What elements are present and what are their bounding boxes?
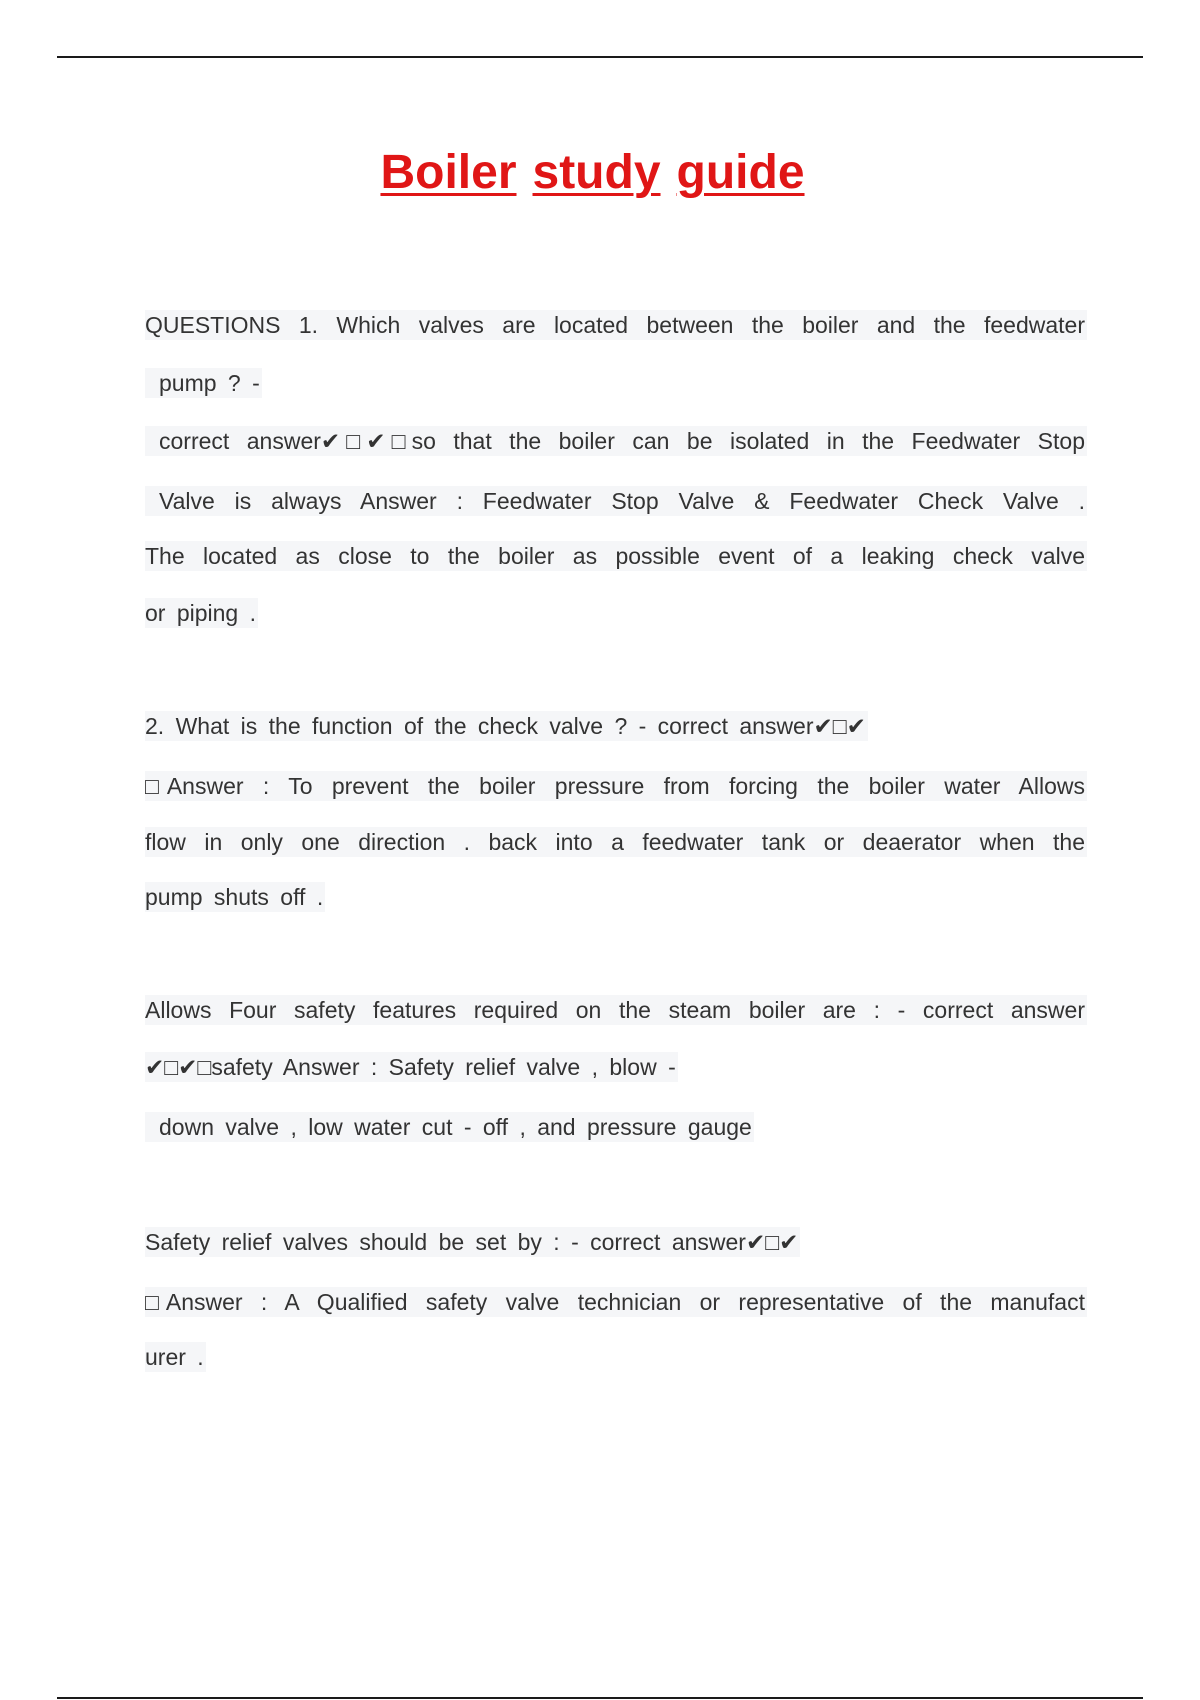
bottom-rule (57, 1697, 1143, 1699)
text-line-5: The located as close to the boiler as possible event of a leaking check valve (145, 543, 1085, 569)
text-line-10: pump shuts off . (145, 884, 324, 910)
title-word-2: study (532, 146, 661, 199)
title-word-1: Boiler (380, 146, 517, 199)
text-line-11: Allows Four safety features required on the steam boiler are : - correct answer (145, 997, 1085, 1023)
text-line-7: 2. What is the function of the check valve ? - correct answer✔□✔ (145, 713, 866, 739)
text-line-16: urer . (145, 1344, 204, 1370)
text-line-14: Safety relief valves should be set by : - correct answer✔□✔ (145, 1229, 799, 1255)
text-line-4: Valve is always Answer : Feedwater Stop Valve & Feedwater Check Valve . (145, 486, 1087, 516)
top-rule (57, 56, 1143, 58)
text-line-3: correct answer✔□✔□so that the boiler can be isolated in the Feedwater Stop (145, 426, 1087, 456)
text-line-12: ✔□✔□safety Answer : Safety relief valve , blow - (145, 1054, 676, 1080)
text-line-1: QUESTIONS 1. Which valves are located between the boiler and the feedwater (145, 312, 1085, 338)
text-line-6: or piping . (145, 600, 257, 626)
text-line-8: □Answer : To prevent the boiler pressure from forcing the boiler water Allows (145, 773, 1085, 799)
text-line-9: flow in only one direction . back into a feedwater tank or deaerator when the (145, 829, 1085, 855)
title-word-3: guide (676, 146, 805, 199)
text-line-15: □Answer : A Qualified safety valve technician or representative of the manufact (145, 1289, 1085, 1315)
document-title (0, 145, 1185, 200)
text-line-13: down valve , low water cut - off , and pressure gauge (145, 1112, 754, 1142)
text-line-2: pump ? - (145, 368, 262, 398)
